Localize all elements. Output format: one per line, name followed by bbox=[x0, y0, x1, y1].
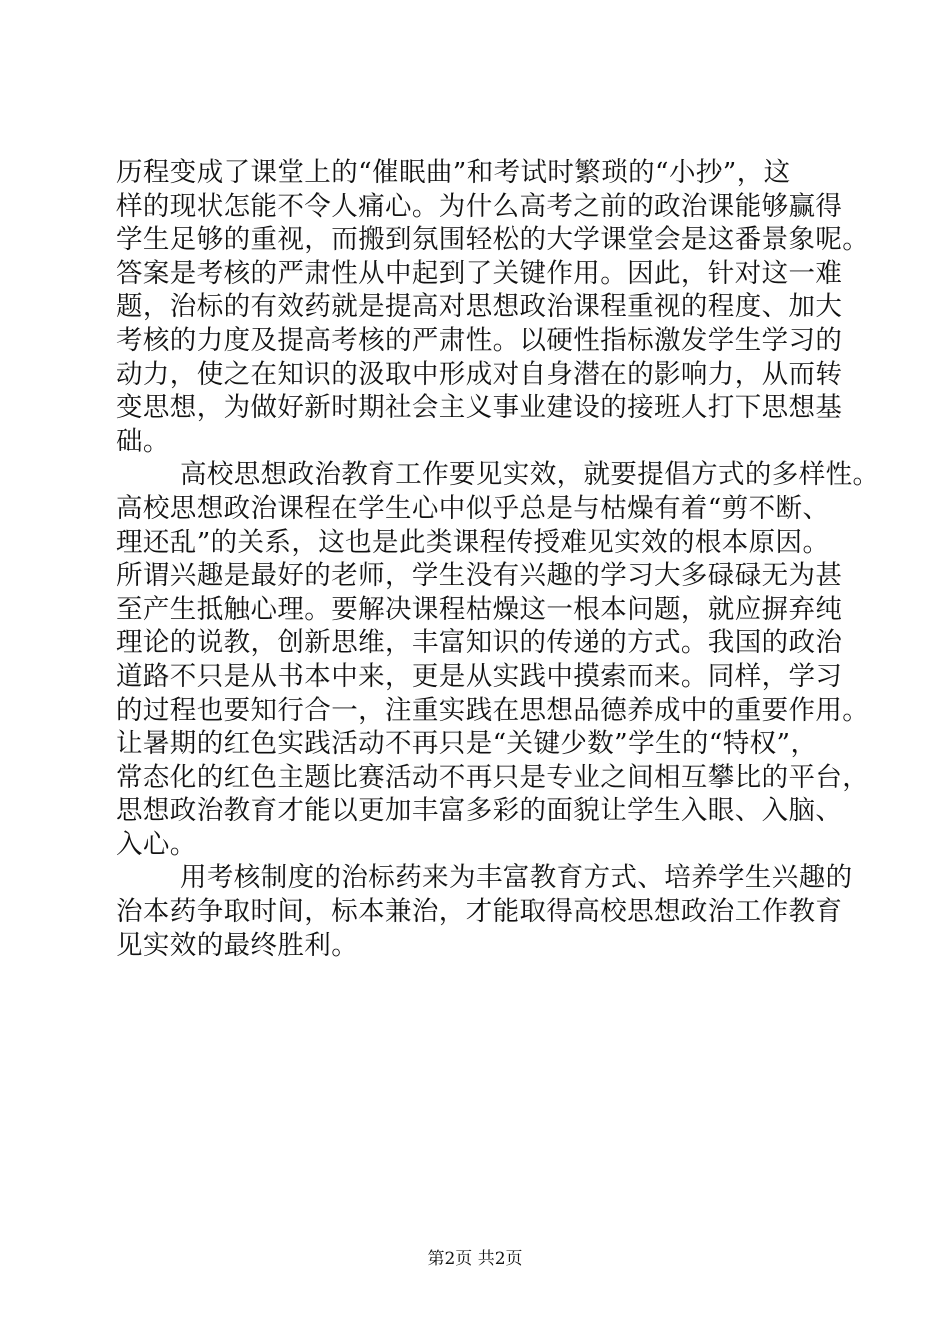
text-line: 样的现状怎能不令人痛心。为什么高考之前的政治课能够赢得 bbox=[116, 190, 843, 222]
text-line: 答案是考核的严肃性从中起到了关键作用。因此，针对这一难 bbox=[116, 257, 843, 289]
text-line: 础。 bbox=[116, 425, 170, 457]
text-line: 考核的力度及提高考核的严肃性。以硬性指标激发学生学习的 bbox=[116, 324, 843, 356]
page-footer: 第2页 共2页 bbox=[427, 1249, 523, 1269]
body-text bbox=[116, 156, 880, 962]
text-line: 常态化的红色主题比赛活动不再只是专业之间相互攀比的平台， bbox=[116, 761, 870, 793]
text-line: 理还乱”的关系，这也是此类课程传授难见实效的根本原因。 bbox=[116, 526, 830, 558]
text-line: 让暑期的红色实践活动不再只是“关键少数”学生的“特权”， bbox=[116, 728, 818, 760]
text-line: 所谓兴趣是最好的老师，学生没有兴趣的学习大多碌碌无为甚 bbox=[116, 560, 843, 592]
text-line: 题，治标的有效药就是提高对思想政治课程重视的程度、加大 bbox=[116, 291, 843, 323]
text-line: 动力，使之在知识的汲取中形成对自身潜在的影响力，从而转 bbox=[116, 358, 843, 390]
text-line: 见实效的最终胜利。 bbox=[116, 929, 359, 961]
text-line: 变思想，为做好新时期社会主义事业建设的接班人打下思想基 bbox=[116, 392, 843, 424]
text-line: 治本药争取时间，标本兼治，才能取得高校思想政治工作教育 bbox=[116, 896, 843, 928]
text-line: 至产生抵触心理。要解决课程枯燥这一根本问题，就应摒弃纯 bbox=[116, 593, 843, 625]
text-line: 高校思想政治课程在学生心中似乎总是与枯燥有着“剪不断、 bbox=[116, 492, 830, 524]
paragraph bbox=[116, 156, 870, 458]
paragraph bbox=[116, 458, 880, 861]
text-line: 入心。 bbox=[116, 828, 197, 860]
text-line: 用考核制度的治标药来为丰富教育方式、培养学生兴趣的 bbox=[180, 862, 853, 894]
paragraph bbox=[116, 861, 856, 962]
text-line: 思想政治教育才能以更加丰富多彩的面貌让学生入眼、入脑、 bbox=[116, 795, 843, 827]
text-line: 高校思想政治教育工作要见实效，就要提倡方式的多样性。 bbox=[180, 459, 880, 491]
text-line: 历程变成了课堂上的“催眠曲”和考试时繁琐的“小抄”，这 bbox=[116, 157, 791, 188]
text-line: 学生足够的重视，而搬到氛围轻松的大学课堂会是这番景象呢。 bbox=[116, 224, 870, 256]
text-line: 理论的说教，创新思维，丰富知识的传递的方式。我国的政治 bbox=[116, 627, 843, 659]
text-line: 道路不只是从书本中来，更是从实践中摸索而来。同样，学习 bbox=[116, 660, 843, 692]
text-line: 的过程也要知行合一，注重实践在思想品德养成中的重要作用。 bbox=[116, 694, 870, 726]
